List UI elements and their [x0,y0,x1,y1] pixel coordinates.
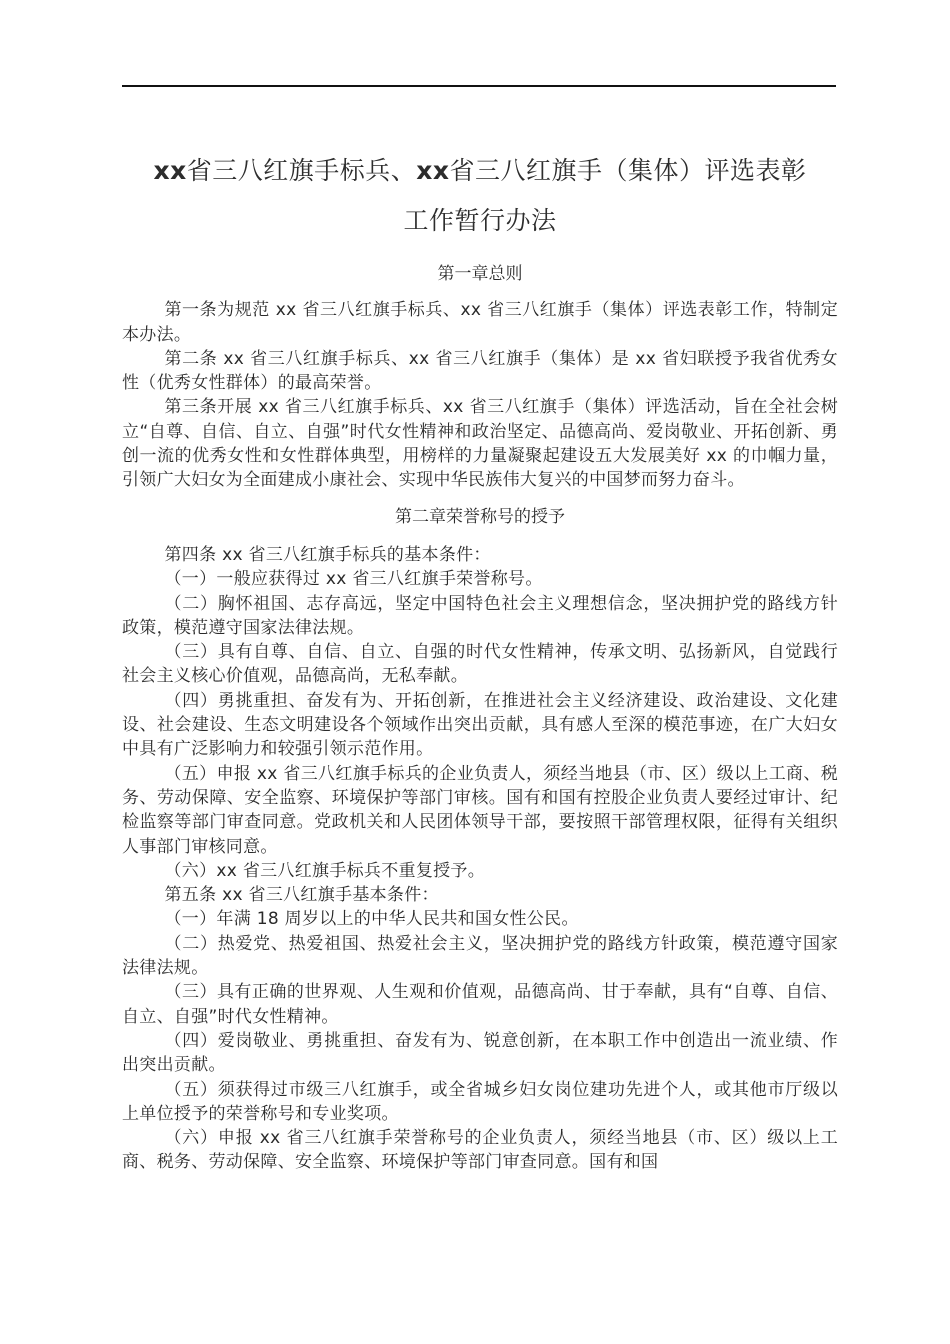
article-5: 第五条 xx 省三八红旗手基本条件： [164,885,439,906]
article-1: 第一条为规范 xx 省三八红旗手标兵、xx 省三八红旗手（集体）评选表彰工作，特制定本办法。 [122,300,838,345]
article-2: 第二条 xx 省三八红旗手标兵、xx 省三八红旗手（集体）是 xx 省妇联授予我省优秀女性（优秀女性群体）的最高荣誉。 [122,348,838,394]
title-part-1: 省三八红旗手标兵、 [186,156,417,185]
article-5-item-5: （五）须获得过市级三八红旗手，或全省城乡妇女岗位建功先进个人，或其他市厅级以上单位授予的荣誉称号和专业奖项。 [122,1079,838,1124]
title-part-2: 省三八红旗手（集体）评选表彰 [449,156,807,185]
header-rule [122,85,836,87]
article-4-item-4: （四）勇挑重担、奋发有为、开拓创新，在推进社会主义经济建设、政治建设、文化建设、社会建设、生态文明建设各个领域作出突出贡献，具有感人至深的模范事迹，在广大妇女中具有广泛影响力和较强引领示范作用。 [122,690,838,760]
document-title [110,146,850,246]
chapter-heading-2: 第二章荣誉称号的授予 [395,506,565,527]
title-prefix-1: xx [153,156,187,185]
article-4-item-5: （五）申报 xx 省三八红旗手标兵的企业负责人，须经当地县（市、区）级以上工商、税务、劳动保障、安全监察、环境保护等部门审核。国有和国有控股企业负责人要经过审计、纪检监察等部门审查同意。党政机关和人民团体领导干部，要按照干部管理权限，征得有关组织人事部门审核同意。 [122,763,838,857]
article-4-item-1: （一）一般应获得过 xx 省三八红旗手荣誉称号。 [164,569,543,590]
article-4-item-6: （六）xx 省三八红旗手标兵不重复授予。 [164,860,486,881]
title-line-2: 工作暂行办法 [403,206,557,235]
article-4-item-2: （二）胸怀祖国、志存高远，坚定中国特色社会主义理想信念，坚决拥护党的路线方针政策，模范遵守国家法律法规。 [122,593,838,638]
article-5-item-2: （二）热爱党、热爱祖国、热爱社会主义，坚决拥护党的路线方针政策，模范遵守国家法律法规。 [122,933,838,979]
article-5-item-6: （六）申报 xx 省三八红旗手荣誉称号的企业负责人，须经当地县（市、区）级以上工商、税务、劳动保障、安全监察、环境保护等部门审查同意。国有和国 [122,1128,838,1173]
article-4: 第四条 xx 省三八红旗手标兵的基本条件： [164,544,491,565]
article-5-item-1: （一）年满 18 周岁以上的中华人民共和国女性公民。 [164,909,579,930]
article-5-item-4: （四）爱岗敬业、勇挑重担、奋发有为、锐意创新，在本职工作中创造出一流业绩、作出突出贡献。 [122,1030,838,1076]
article-3: 第三条开展 xx 省三八红旗手标兵、xx 省三八红旗手（集体）评选活动，旨在全社会树立“自尊、自信、自立、自强”时代女性精神和政治坚定、品德高尚、爱岗敬业、开拓创新、勇创一流的优秀女性和女性群体典型，用榜样的力量凝聚起建设五大发展美好 xx 的巾帼力量，引领广大妇女为全面建成小康社会、实现中华民族伟大复兴的中国梦而努力奋斗。 [122,397,838,491]
article-4-item-3: （三）具有自尊、自信、自立、自强的时代女性精神，传承文明、弘扬新风，自觉践行社会主义核心价值观，品德高尚，无私奉献。 [122,642,838,687]
article-5-item-3: （三）具有正确的世界观、人生观和价值观，品德高尚、甘于奉献，具有“自尊、自信、自立、自强”时代女性精神。 [122,982,838,1027]
title-prefix-2: xx [416,156,450,185]
document-body [122,262,838,1175]
chapter-heading-1: 第一章总则 [437,264,523,284]
